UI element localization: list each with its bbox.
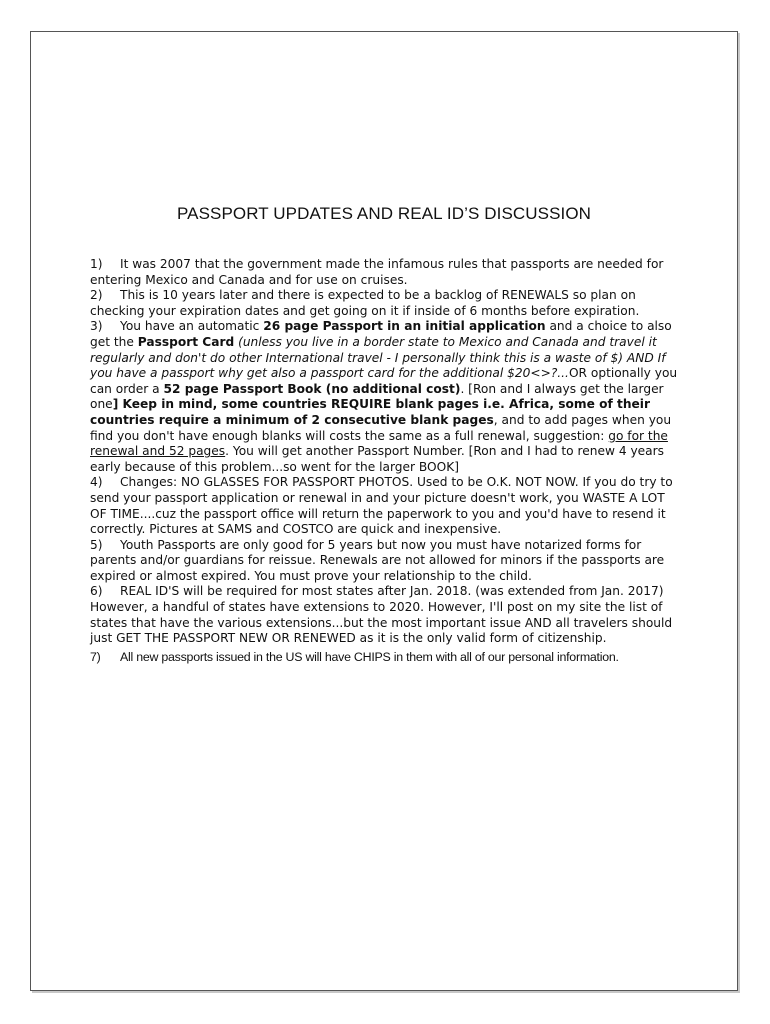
document-page	[30, 31, 738, 991]
list-item	[90, 475, 680, 537]
list-item-number: 3)	[90, 319, 103, 334]
list-item	[90, 650, 680, 666]
list-item-text: Changes: NO GLASSES FOR PASSPORT PHOTOS. Used to be O.K. NOT NOW. If you do try to send your passport application or renewal in and your picture doesn't work, you WASTE A LOT OF TIME....cuz the passport office will return the paperwork to you and you'd have to resend it correctly. Pictures at SAMS and COSTCO are quick and inexpensive.	[90, 475, 673, 537]
list-item-text: You have an automatic	[120, 319, 264, 334]
list-item	[90, 257, 680, 288]
list-item	[90, 288, 680, 319]
list-item-text: 52 page Passport Book (no additional cost)	[163, 381, 461, 396]
document-body	[90, 257, 680, 665]
list-item-text: . [Ron and I always get the larger one	[90, 381, 664, 412]
document-title: PASSPORT UPDATES AND REAL ID’S DISCUSSION	[176, 204, 592, 223]
list-item-text: It was 2007 that the government made the infamous rules that passports are needed for entering Mexico and Canada and for use on cruises.	[90, 257, 664, 287]
list-item-text: and a choice to also get the	[90, 319, 672, 349]
list-item-text: Youth Passports are only good for 5 years but now you must have notarized forms for parents and/or guardians for reissue. Renewals are not allowed for minors if the passports are expired or almost expired. You must prove your relationship to the child.	[90, 537, 665, 583]
list-item-number: 2)	[90, 288, 103, 303]
list-item-number: 1)	[90, 257, 103, 271]
list-item-text: go for the renewal and 52 pages	[90, 428, 668, 459]
list-item-text: . You will get another Passport Number. [Ron and I had to renew 4 years early because of this problem...so went for the larger BOOK]	[90, 444, 664, 474]
list-item-text: All new passports issued in the US will have CHIPS in them with all of our personal information.	[120, 649, 619, 664]
list-item-number: 4)	[90, 475, 103, 490]
list-item-text: REAL ID'S will be required for most states after Jan. 2018. (was extended from Jan. 2017) However, a handful of states have extensions to 2020. However, I'll post on my site the list of states that have the various extensions...but the most important issue AND all travelers should just GET THE PASSPORT NEW OR RENEWED as it is the only valid form of citizenship.	[90, 584, 673, 646]
list-item	[90, 538, 680, 585]
list-item-text: (unless you live in a border state to Mexico and Canada and travel it regularly and don't do other International travel - I personally think this is a waste of $) AND If you have a passport why get also a passport card for the additional $20<>?...	[90, 334, 666, 381]
list-item-text: OR optionally you can order a	[90, 366, 678, 396]
list-item-text: 26 page Passport in an initial application	[263, 319, 546, 334]
list-item-text: ] Keep in mind, some countries REQUIRE blank pages i.e. Africa, some of their countries require a minimum of 2 consecutive blank pages	[90, 397, 650, 427]
list-item-text: Passport Card	[137, 334, 235, 349]
list-item-number: 6)	[90, 584, 103, 599]
list-item	[90, 319, 680, 475]
list-item-number: 7)	[90, 649, 101, 664]
list-item-number: 5)	[90, 537, 103, 552]
list-item-text: This is 10 years later and there is expected to be a backlog of RENEWALS so plan on checking your expiration dates and get going on it if inside of 6 months before expiration.	[90, 288, 640, 318]
list-item-text: , and to add pages when you find you don't have enough blanks will costs the same as a full renewal, suggestion:	[90, 412, 672, 443]
list-item	[90, 584, 680, 646]
